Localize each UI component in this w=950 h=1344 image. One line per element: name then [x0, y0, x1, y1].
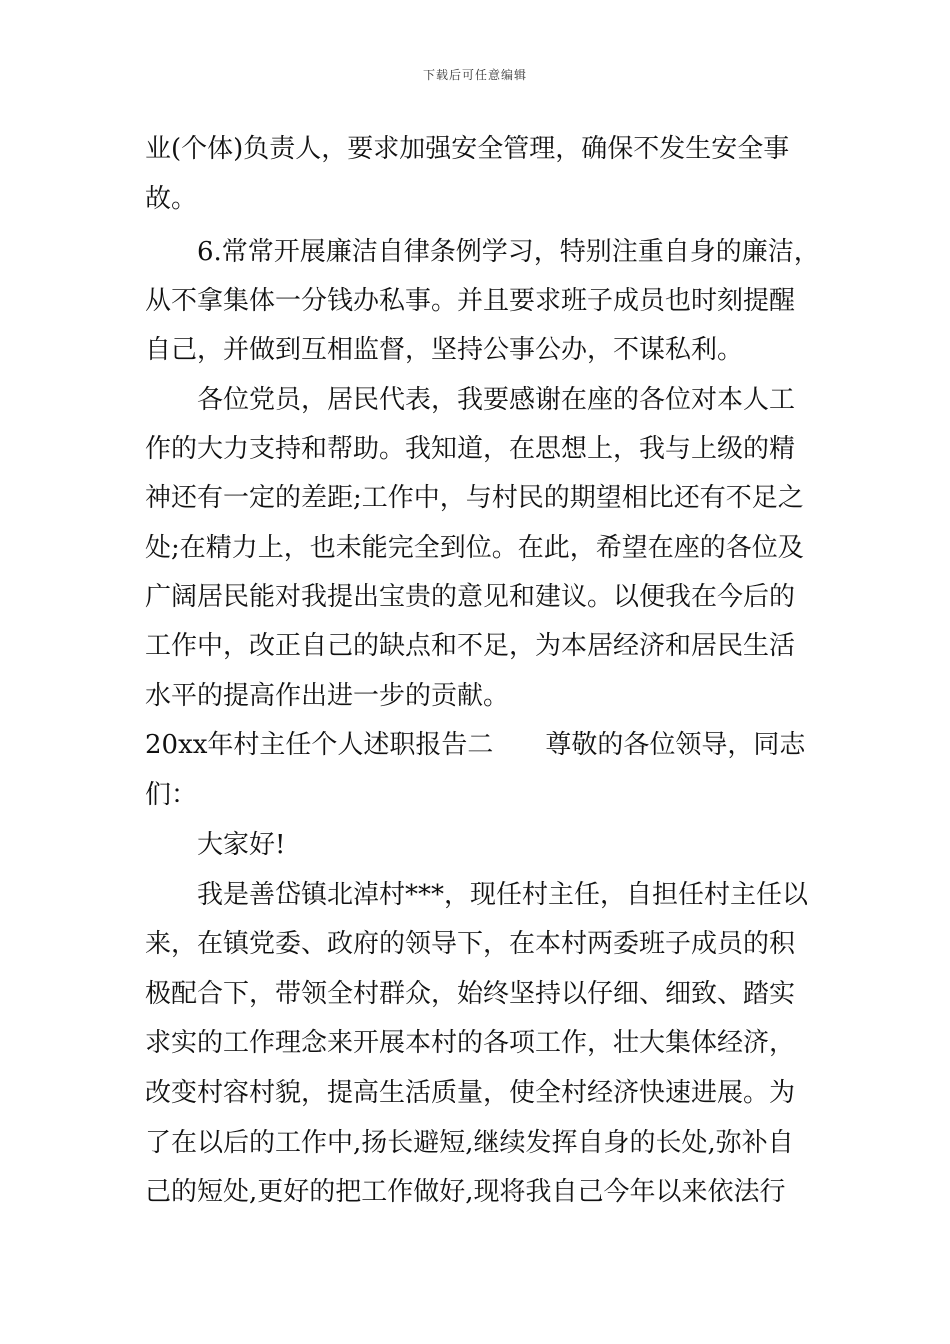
body-line: 水平的提高作出进一步的贡献。 [145, 681, 510, 711]
section-title: 20xx年村主任个人述职报告二 [145, 730, 494, 760]
body-line: 处;在精力上，也未能完全到位。在此，希望在座的各位及 [145, 533, 804, 563]
body-line: 求实的工作理念来开展本村的各项工作，壮大集体经济， [145, 1028, 796, 1058]
body-line: 故。 [145, 184, 198, 214]
paragraph-first-line: 各位党员，居民代表，我要感谢在座的各位对本人工 [197, 385, 796, 415]
body-line: 己的短处,更好的把工作做好,现将我自己今年以来依法行 [145, 1177, 786, 1207]
body-line: 极配合下，带领全村群众，始终坚持以仔细、细致、踏实 [145, 979, 796, 1009]
body-line: 改变村容村貌，提高生活质量，使全村经济快速进展。为 [145, 1078, 796, 1108]
body-line: 工作中，改正自己的缺点和不足，为本居经济和居民生活 [145, 631, 796, 661]
section-title-line [145, 730, 805, 760]
body-line: 了在以后的工作中,扬长避短,继续发挥自身的长处,弥补自 [145, 1128, 794, 1158]
paragraph-first-line: 我是善岱镇北淖村***，现任村主任，自担任村主任以 [197, 880, 809, 910]
body-line: 广阔居民能对我提出宝贵的意见和建议。以便我在今后的 [145, 582, 796, 612]
greeting: 尊敬的各位领导，同志 [545, 730, 806, 760]
body-line: 们： [145, 780, 198, 810]
body-line: 作的大力支持和帮助。我知道，在思想上，我与上级的精 [145, 434, 796, 464]
body-line: 从不拿集体一分钱办私事。并且要求班子成员也时刻提醒 [145, 286, 796, 316]
body-line: 自己，并做到互相监督，坚持公事公办，不谋私利。 [145, 335, 744, 365]
body-line: 来，在镇党委、政府的领导下，在本村两委班子成员的积 [145, 929, 796, 959]
salutation: 大家好! [197, 830, 286, 860]
body-line: 神还有一定的差距;工作中，与村民的期望相比还有不足之 [145, 483, 804, 513]
page-header: 下载后可任意编辑 [422, 68, 527, 82]
body-line: 业(个体)负责人，要求加强安全管理，确保不发生安全事 [145, 134, 790, 164]
paragraph-first-line: 6.常常开展廉洁自律条例学习，特别注重自身的廉洁， [197, 237, 820, 267]
